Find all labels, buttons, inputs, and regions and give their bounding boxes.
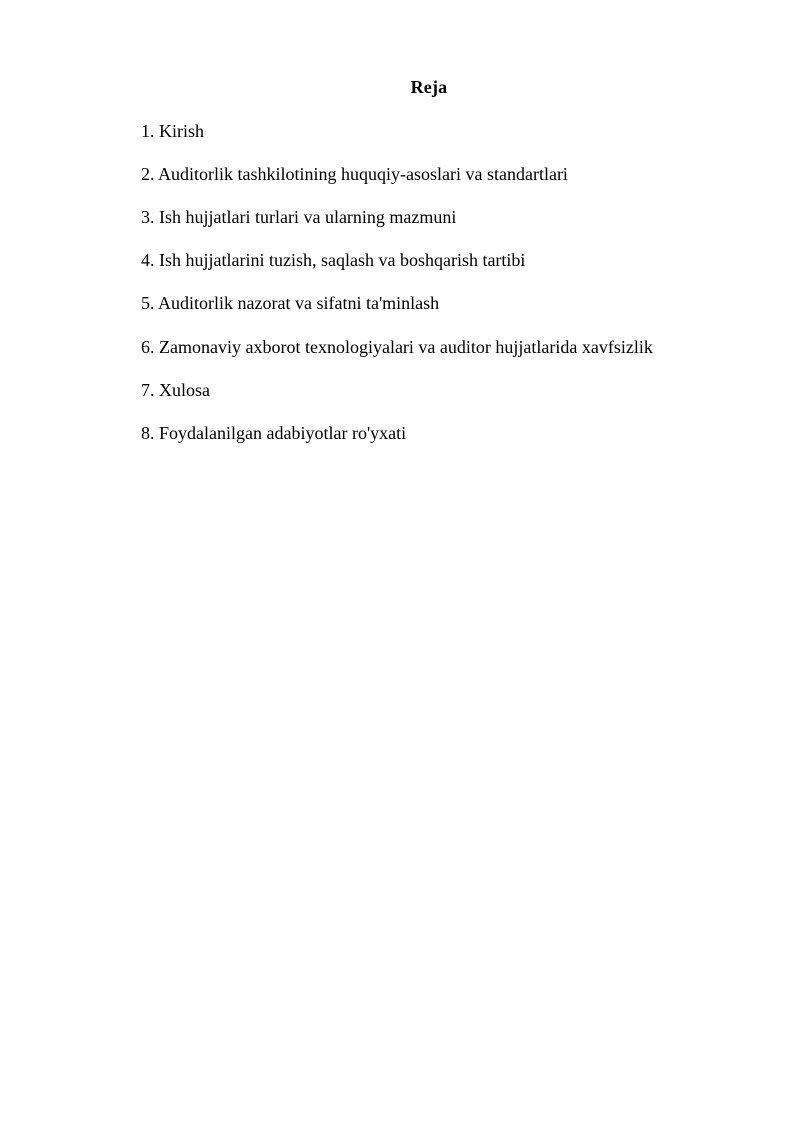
toc-item-5: 5. Auditorlik nazorat va sifatni ta'minlash xyxy=(141,293,440,313)
toc-item-8: 8. Foydalanilgan adabiyotlar ro'yxati xyxy=(141,423,407,443)
toc-item-4: 4. Ish hujjatlarini tuzish, saqlash va boshqarish tartibi xyxy=(141,250,526,270)
toc-item-7: 7. Xulosa xyxy=(141,380,210,400)
toc-item-6: 6. Zamonaviy axborot texnologiyalari va auditor hujjatlarida xavfsizlik xyxy=(141,337,653,357)
page-title: Reja xyxy=(410,77,448,97)
toc-item-1: 1. Kirish xyxy=(141,121,204,141)
toc-item-3: 3. Ish hujjatlari turlari va ularning mazmuni xyxy=(141,207,457,227)
toc-item-2: 2. Auditorlik tashkilotining huquqiy-asoslari va standartlari xyxy=(141,164,568,184)
